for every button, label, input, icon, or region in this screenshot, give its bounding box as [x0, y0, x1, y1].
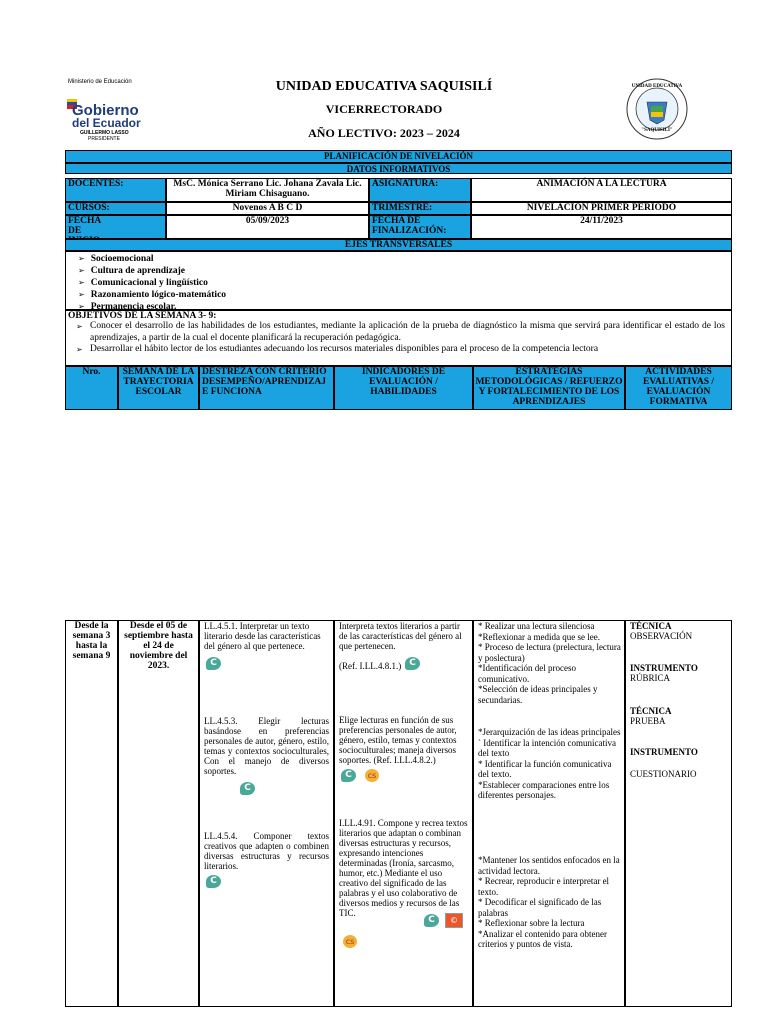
estrategia-item: * Identificar la función comunicativa del texto.: [478, 758, 612, 779]
school-seal: [626, 78, 688, 140]
destreza-3: LL.4.5.4. Componer textos creativos que adapten o combinen diversas estructuras y recursos literarios.: [204, 831, 329, 871]
destreza-1: LL.4.5.1. Interpretar un texto literario desde las características del género al que pertenece.: [204, 621, 321, 651]
eje-item: ➢ Comunicacional y lingüístico: [92, 277, 731, 289]
row-actividades: [625, 620, 732, 1007]
logo-text-ecuador: del Ecuador: [72, 116, 141, 130]
fecha-inicio-label: FECHA DE: [65, 215, 166, 239]
instrumento-2-label: INSTRUMENTO: [630, 747, 698, 757]
objetivos-title: OBJETIVOS DE LA SEMANA 3- 9:: [68, 311, 217, 321]
seal-text-top: UNIDAD EDUCATIVA: [631, 84, 683, 89]
objetivo-item: ➢ Desarrollar el hábito lector de los estudiantes adecuando los recursos materiales disponibles para el proceso de la competencia lectora: [90, 344, 725, 356]
tecnica-1-label: TÉCNICA: [630, 621, 672, 631]
estrategia-item: *Selección de ideas principales y secundarias.: [478, 684, 598, 705]
col-header-indicadores: INDICADORES DE EVALUACIÓN / HABILIDADES: [334, 366, 473, 410]
school-name: UNIDAD EDUCATIVA SAQUISILÍ: [275, 79, 493, 94]
chat-c-icon: C: [240, 782, 255, 795]
estrategia-item: *Analizar el contenido para obtener criterios y puntos de vista.: [478, 928, 607, 949]
chat-c-icon: C: [405, 657, 420, 670]
collaboration-icon: cs: [343, 935, 357, 948]
computer-icon: ©: [445, 913, 463, 928]
fecha-fin-value: 24/11/2023: [471, 215, 732, 239]
ejes-list: [65, 251, 732, 310]
col-header-nro: Nro.: [65, 366, 118, 410]
tecnica-2-label: TÉCNICA: [630, 706, 672, 716]
tecnica-2-value: PRUEBA: [630, 716, 666, 726]
objetivo-item: ➢ Conocer el desarrollo de las habilidades de los estudiantes, mediante la aplicación de la prueba de diagnóstico la misma que servirá para identificar el estado de los aprendizajes, a partir de la cual el docente planificará la recuperación pedagógica.: [90, 321, 725, 344]
school-year: AÑO LECTIVO: 2023 – 2024: [308, 126, 460, 140]
col-header-actividades: ACTIVIDADES EVALUATIVAS / EVALUACIÓN FORMATIVA: [625, 366, 732, 410]
estrategia-item: *Mantener los sentidos enfocados en la actividad lectora.: [478, 855, 620, 876]
ministry-label: Ministerio de Educación: [68, 79, 132, 85]
indicador-3: I.LL.4.91. Compone y recrea textos literarios que adaptan o combinan diversas estructuras y recursos, expresando intenciones determinadas (Ironía, sarcasmo, humor, etc.) Mediante el uso creativo del significado de las palabras y el uso colaborativo de diversos medios y recursos de las TIC.: [339, 818, 468, 918]
estrategia-group-2: [478, 727, 621, 801]
instrumento-1-value: RÚBRICA: [630, 673, 671, 683]
chat-c-icon: C: [341, 769, 356, 782]
asignatura-label: ASIGNATURA:: [369, 178, 471, 202]
collaboration-icon: cs: [365, 769, 379, 782]
destreza-2: LL.4.5.3. Elegir lecturas basándose en preferencias personales de autor, género, estilo, temas y contextos socioculturales, Con el manejo de diversos soportes.: [204, 716, 329, 776]
estrategia-item: *Jerarquización de las ideas principales: [478, 727, 621, 737]
estrategia-item: * Decodificar el significado de las palabras: [478, 897, 602, 918]
fecha-inicio-value: 05/09/2023: [166, 215, 369, 239]
tecnica-1-value: OBSERVACIÓN: [630, 631, 693, 641]
eje-item: ➢ Socioemocional: [92, 253, 731, 265]
objetivos-block: [65, 310, 732, 366]
chat-c-icon: C: [206, 657, 221, 670]
estrategia-item: * Recrear, reproducir e interpretar el texto.: [478, 876, 610, 897]
eje-item: ➢ Permanencia escolar.: [92, 301, 731, 313]
indicador-1-ref: (Ref. I.LL.4.8.1.): [339, 661, 402, 671]
office-name: VICERRECTORADO: [325, 102, 443, 116]
chat-c-icon: C: [424, 914, 439, 927]
form-title: PLANIFICACIÓN DE NIVELACIÓN: [65, 150, 732, 163]
instrumento-2-value: CUESTIONARIO: [630, 769, 697, 779]
chat-c-icon: C: [206, 875, 221, 888]
logo-text-president: PRESIDENTE: [88, 136, 120, 142]
estrategia-item: * Realizar una lectura silenciosa: [478, 621, 595, 631]
docentes-value: MsC. Mónica Serrano Lic. Johana Zavala Lic. Miriam Chisaguano.: [166, 178, 369, 202]
estrategia-item: * Reflexionar sobre la lectura: [478, 918, 585, 928]
indicador-2: Elige lecturas en función de sus preferencias personales de autor, género, estilo, temas y contextos socioculturales; maneja diversos soportes. (Ref. I.LL.4.8.2.): [339, 715, 457, 765]
cursos-value: Novenos A B C D: [166, 202, 369, 215]
estrategia-item: *Identificación del proceso comunicativo.: [478, 663, 576, 684]
row-semana: Desde el 05 de septiembre hasta el 24 de noviembre del 2023.: [118, 620, 199, 1007]
row-indicadores: [334, 620, 473, 1007]
logo-text-gobierno: Gobierno: [72, 102, 139, 119]
estrategia-item: *Establecer comparaciones entre los diferentes personajes.: [478, 779, 610, 800]
col-header-semana: SEMANA DE LA TRAYECTORIA ESCOLAR: [118, 366, 199, 410]
seal-text-bottom: "SAQUISILÍ": [641, 128, 673, 133]
eje-item: ➢ Razonamiento lógico-matemático: [92, 289, 731, 301]
ejes-title: EJES TRANSVERSALES: [65, 239, 732, 251]
indicador-1: Interpreta textos literarios a partir de las características del género al que pertenecen.: [339, 621, 462, 651]
estrategia-item: ` Identificar la intención comunicativa del texto: [478, 737, 616, 758]
eje-item: ➢ Cultura de aprendizaje: [92, 265, 731, 277]
trimestre-value: NIVELACIÓN PRIMER PERIODO: [471, 202, 732, 215]
estrategia-item: * Proceso de lectura (prelectura, lectura y poslectura): [478, 642, 621, 663]
info-title: DATOS INFORMATIVOS: [65, 163, 732, 174]
asignatura-value: ANIMACIÓN A LA LECTURA: [471, 178, 732, 202]
estrategia-item: *Reflexionar a medida que se lee.: [478, 631, 600, 642]
cursos-label: CURSOS:: [65, 202, 166, 215]
estrategia-group-1: [478, 621, 621, 705]
col-header-destreza: DESTREZA CON CRITERIO DESEMPEÑO/APRENDIZAJ E FUNCIONA: [199, 366, 334, 410]
row-destrezas: [199, 620, 334, 1007]
row-nro: Desde la semana 3 hasta la semana 9: [65, 620, 118, 1007]
fecha-fin-label: FECHA DE FINALIZACIÓN:: [369, 215, 471, 239]
docentes-label: DOCENTES:: [65, 178, 166, 202]
row-estrategias: [473, 620, 625, 1007]
estrategia-group-3: [478, 855, 621, 950]
logo-text-president-name: GUILLERMO LASSO: [80, 130, 129, 136]
instrumento-1-label: INSTRUMENTO: [630, 663, 698, 673]
trimestre-label: TRIMESTRE:: [369, 202, 471, 215]
col-header-estrategias: ESTRATEGIAS METODOLÓGICAS / REFUERZO Y FORTALECIMIENTO DE LOS APRENDIZAJES: [473, 366, 625, 410]
